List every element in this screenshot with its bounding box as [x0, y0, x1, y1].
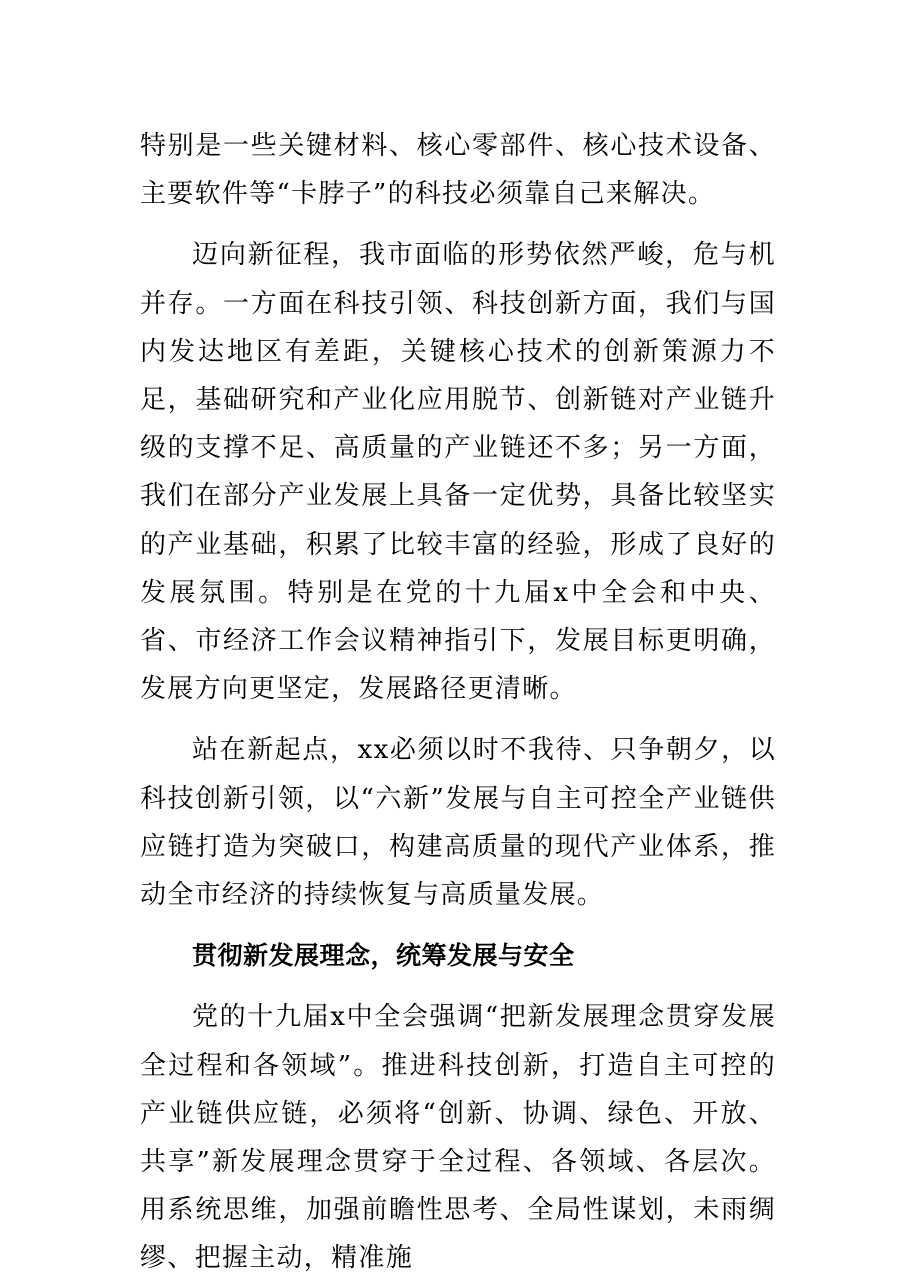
paragraph-new-development-concept: 党的十九届x中全会强调“把新发展理念贯穿发展全过程和各领域”。推进科技创新，打造自主可控的产业链供应链，必须将“创新、协调、绿色、开放、共享”新发展理念贯穿于全过程、各领域、各层次。用系统思维，加强前瞻性思考、全局性谋划，未雨绸缪、把握主动，精准施	[140, 1002, 776, 1274]
paragraph-situation: 迈向新征程，我市面临的形势依然严峻，危与机并存。一方面在科技引领、科技创新方面，我们与国内发达地区有差距，关键核心技术的创新策源力不足，基础研究和产业化应用脱节、创新链对产业链升级的支撑不足、高质量的产业链还不多；另一方面，我们在部分产业发展上具备一定优势，具备比较坚实的产业基础，积累了比较丰富的经验，形成了良好的发展氛围。特别是在党的十九届x中全会和中央、省、市经济工作会议精神指引下，发展目标更明确，发展方向更坚定，发展路径更清晰。	[140, 240, 776, 705]
document-body	[140, 122, 776, 1283]
paragraph-continuation: 特别是一些关键材料、核心零部件、核心技术设备、主要软件等“卡脖子”的科技必须靠自己来解决。	[140, 131, 776, 210]
section-heading: 贯彻新发展理念，统筹发展与安全	[192, 941, 575, 971]
paragraph-new-starting-point: 站在新起点，xx必须以时不我待、只争朝夕，以科技创新引领，以“六新”发展与自主可控全产业链供应链打造为突破口，构建高质量的现代产业体系，推动全市经济的持续恢复与高质量发展。	[140, 735, 776, 911]
